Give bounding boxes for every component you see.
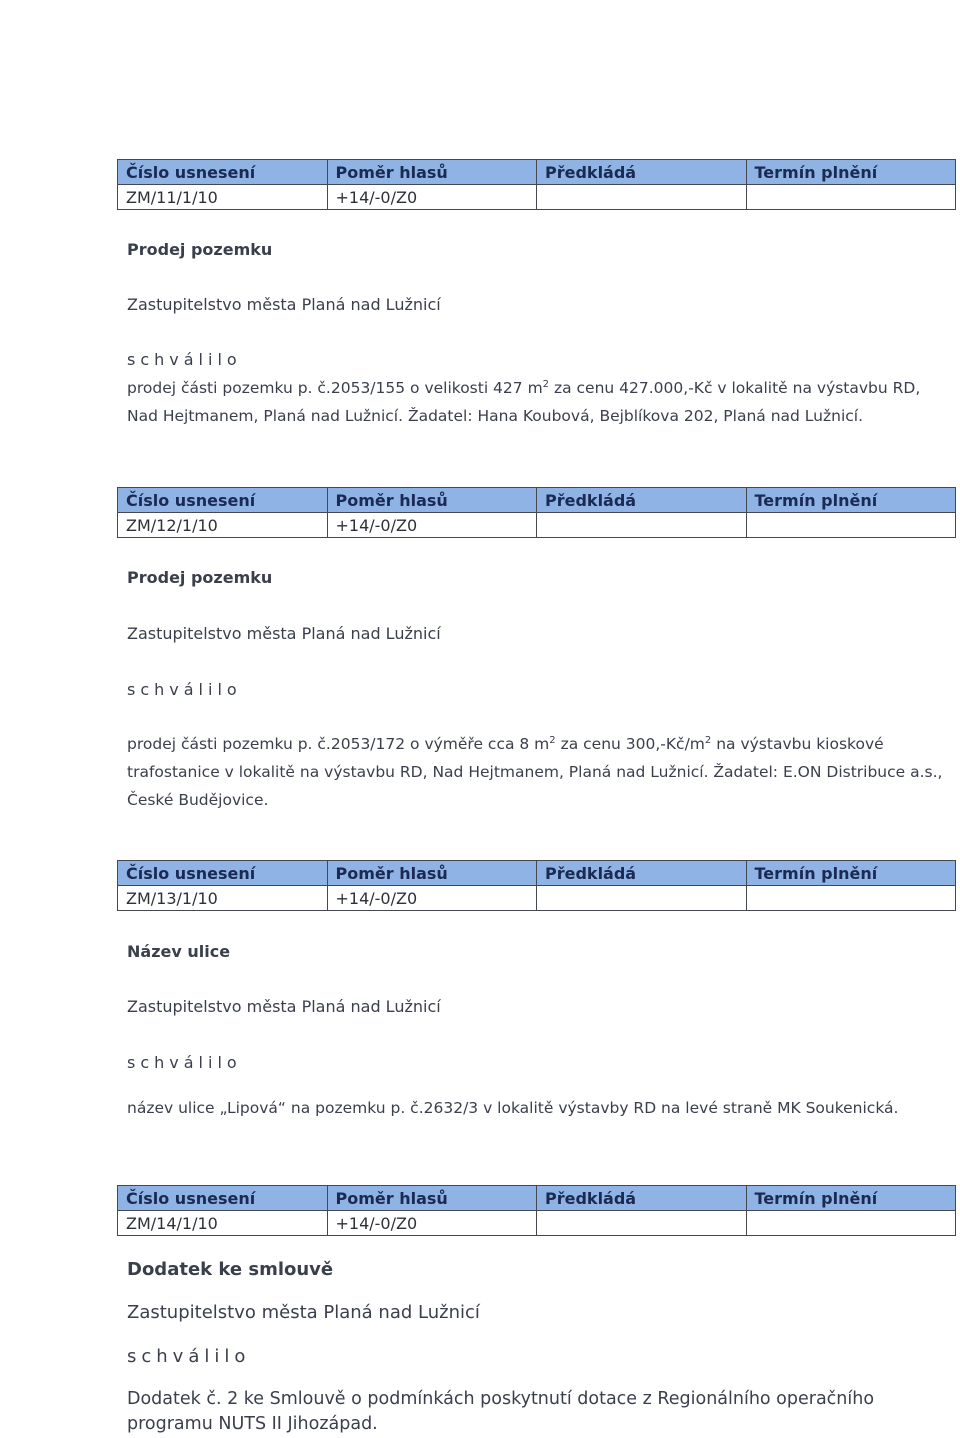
resolution-number: ZM/13/1/10	[118, 886, 328, 911]
header-deadline: Termín plnění	[746, 1186, 956, 1211]
submitter	[537, 1211, 747, 1236]
vote-ratio: +14/-0/Z0	[327, 513, 537, 538]
decision-word: schválilo	[127, 1053, 242, 1072]
submitter	[537, 513, 747, 538]
resolution-title: Název ulice	[127, 942, 231, 961]
resolution-text-part: za cenu 300,-Kč/m	[555, 735, 705, 753]
header-resolution-number: Číslo usnesení	[118, 160, 328, 185]
vote-ratio: +14/-0/Z0	[327, 886, 537, 911]
submitter	[537, 886, 747, 911]
decision-word: schválilo	[127, 1346, 251, 1367]
header-vote-ratio: Poměr hlasů	[327, 861, 537, 886]
header-resolution-number: Číslo usnesení	[118, 1186, 328, 1211]
resolution-number: ZM/12/1/10	[118, 513, 328, 538]
table-header-row	[118, 160, 956, 185]
decision-word: schválilo	[127, 680, 242, 699]
header-submitter: Předkládá	[537, 160, 747, 185]
table-row	[118, 886, 956, 911]
resolution-title: Dodatek ke smlouvě	[127, 1259, 334, 1280]
resolution-title: Prodej pozemku	[127, 568, 273, 587]
table-row	[118, 1211, 956, 1236]
council-name: Zastupitelstvo města Planá nad Lužnicí	[127, 997, 441, 1016]
resolution-text	[127, 730, 953, 814]
council-name: Zastupitelstvo města Planá nad Lužnicí	[127, 624, 441, 643]
deadline	[746, 886, 956, 911]
resolution-table-4	[117, 1185, 956, 1236]
table-header-row	[118, 1186, 956, 1211]
header-resolution-number: Číslo usnesení	[118, 861, 328, 886]
table-row	[118, 185, 956, 210]
vote-ratio: +14/-0/Z0	[327, 185, 537, 210]
resolution-title: Prodej pozemku	[127, 240, 273, 259]
header-deadline: Termín plnění	[746, 160, 956, 185]
header-vote-ratio: Poměr hlasů	[327, 488, 537, 513]
resolution-text-part: na výstavbu kioskové trafostanice v lokalitě na výstavbu RD, Nad Hejtmanem, Planá nad Lužnicí. Žadatel: E.ON Distribuce a.s., České Budějovice.	[127, 735, 943, 809]
header-submitter: Předkládá	[537, 861, 747, 886]
deadline	[746, 185, 956, 210]
resolution-table-1	[117, 159, 956, 210]
table-row	[118, 513, 956, 538]
resolution-text-part: prodej části pozemku p. č.2053/172 o výměře cca 8 m	[127, 735, 550, 753]
council-name: Zastupitelstvo města Planá nad Lužnicí	[127, 1302, 480, 1323]
resolution-table-2	[117, 487, 956, 538]
header-submitter: Předkládá	[537, 1186, 747, 1211]
resolution-text: Dodatek č. 2 ke Smlouvě o podmínkách poskytnutí dotace z Regionálního operačního programu NUTS II Jihozápad.	[127, 1389, 875, 1434]
resolution-text	[127, 374, 953, 430]
resolution-text: název ulice „Lipová“ na pozemku p. č.2632/3 v lokalitě výstavby RD na levé straně MK Soukenická.	[127, 1099, 899, 1117]
header-deadline: Termín plnění	[746, 488, 956, 513]
table-header-row	[118, 861, 956, 886]
header-resolution-number: Číslo usnesení	[118, 488, 328, 513]
superscript: 2	[549, 734, 556, 746]
vote-ratio: +14/-0/Z0	[327, 1211, 537, 1236]
header-deadline: Termín plnění	[746, 861, 956, 886]
decision-word: schválilo	[127, 350, 242, 369]
table-header-row	[118, 488, 956, 513]
council-name: Zastupitelstvo města Planá nad Lužnicí	[127, 295, 441, 314]
header-vote-ratio: Poměr hlasů	[327, 1186, 537, 1211]
resolution-number: ZM/14/1/10	[118, 1211, 328, 1236]
resolution-text-part: za cenu 427.000,-Kč v lokalitě na výstavbu RD, Nad Hejtmanem, Planá nad Lužnicí. Žadatel: Hana Koubová, Bejblíkova 202, Planá nad Lužnicí.	[127, 379, 921, 425]
header-submitter: Předkládá	[537, 488, 747, 513]
deadline	[746, 513, 956, 538]
header-vote-ratio: Poměr hlasů	[327, 160, 537, 185]
superscript: 2	[542, 378, 550, 390]
resolution-number: ZM/11/1/10	[118, 185, 328, 210]
deadline	[746, 1211, 956, 1236]
superscript: 2	[704, 734, 712, 746]
resolution-text-part: prodej části pozemku p. č.2053/155 o velikosti 427 m	[127, 379, 543, 397]
submitter	[537, 185, 747, 210]
resolution-table-3	[117, 860, 956, 911]
